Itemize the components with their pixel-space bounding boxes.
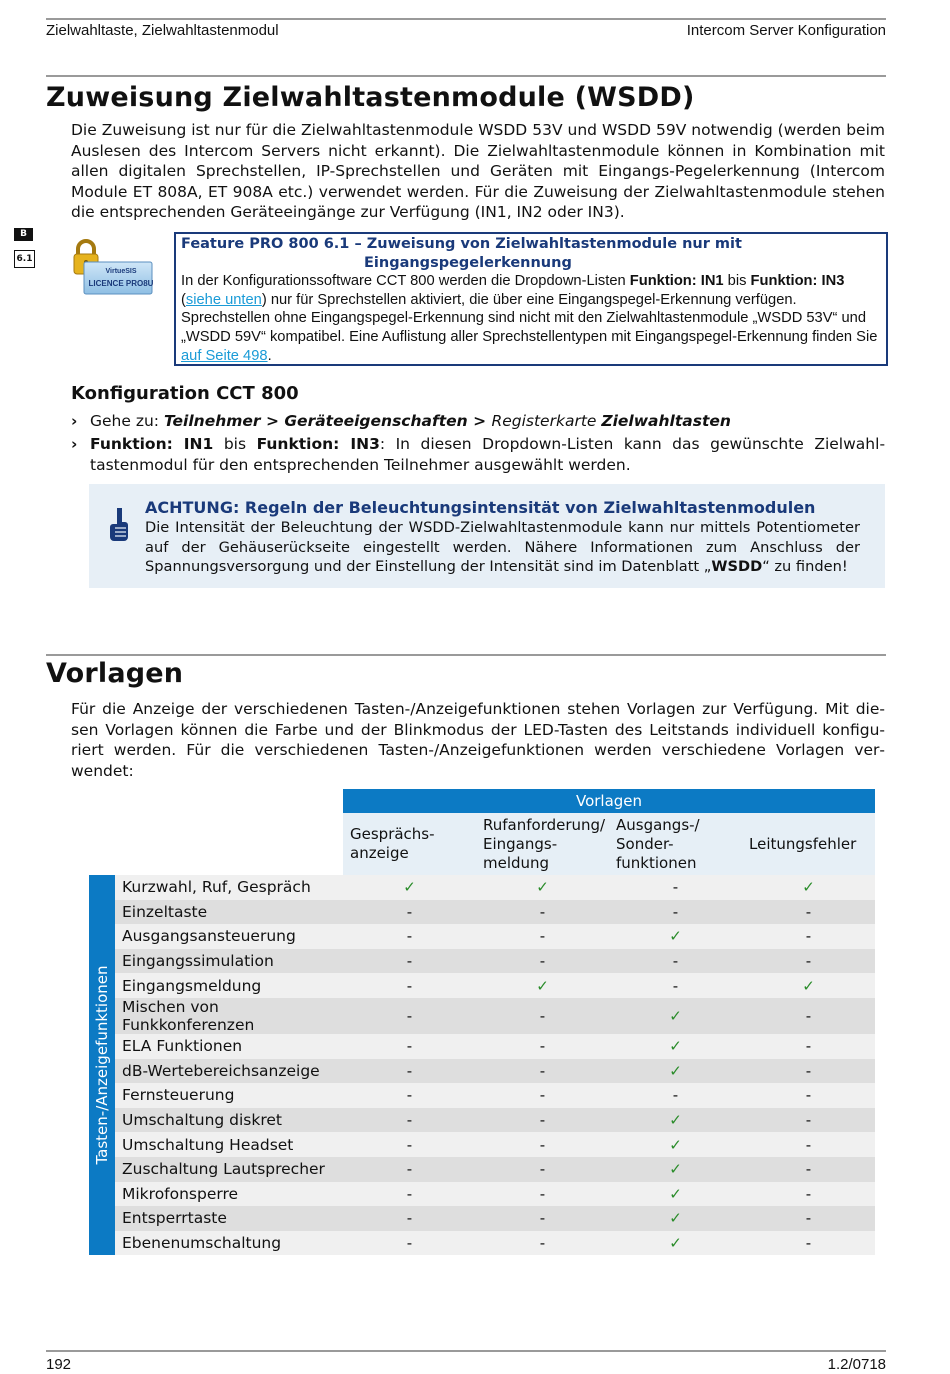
section-title-wsdd: Zuweisung Zielwahltastenmodule (WSDD): [46, 82, 695, 113]
checkmark-icon: ✓: [403, 878, 416, 897]
cell-check: [609, 1132, 742, 1157]
column-header-line: meldung: [483, 853, 550, 872]
checkmark-icon: ✓: [669, 1184, 682, 1203]
dash-mark: -: [672, 902, 679, 921]
checkmark-icon: ✓: [669, 1037, 682, 1056]
document-version: 1.2/0718: [827, 1356, 886, 1373]
attention-text: “ zu finden!: [762, 558, 848, 575]
feature-bold-in1: Funktion: IN1: [629, 273, 724, 289]
row-label: Mischen von Funkkonferenzen: [115, 998, 343, 1034]
header-top-rule: [46, 18, 886, 20]
dash-mark: -: [539, 927, 546, 946]
checkmark-icon: ✓: [669, 927, 682, 946]
dash-mark: -: [406, 1061, 413, 1080]
checkmark-icon: ✓: [669, 1135, 682, 1154]
column-header-line: Eingangs-: [483, 834, 558, 853]
cell-dash: [742, 900, 875, 925]
attention-text: Die Intensität der Beleuchtung der WSDD-Zielwahltastenmodule kann nur mittels Potentiometer auf der Gehäuserückseite eingestellt werden. Nähere Informationen zum Anschluss der Spannungsversorgung und der Einstellung der Intensität sind im Datenblatt „: [145, 519, 860, 575]
dash-mark: -: [805, 1160, 812, 1179]
config-bullet-dropdowns: [71, 434, 885, 476]
cell-check: [609, 1034, 742, 1059]
dash-mark: -: [406, 1209, 413, 1228]
row-label: Umschaltung diskret: [115, 1108, 343, 1133]
cell-check: [609, 1059, 742, 1084]
column-header-line: anzeige: [350, 844, 409, 862]
dash-mark: -: [805, 1234, 812, 1253]
cell-dash: [742, 1132, 875, 1157]
bullet-arrow-icon: ›: [71, 435, 78, 453]
dash-mark: -: [805, 927, 812, 946]
table-row: [89, 900, 875, 925]
dash-mark: -: [672, 952, 679, 971]
bullet-arrow-icon: ›: [71, 412, 78, 430]
cell-dash: [476, 924, 609, 949]
padlock-license-icon: [72, 238, 154, 296]
cell-dash: [343, 1231, 476, 1256]
dash-mark: -: [406, 927, 413, 946]
column-header-line: funktionen: [616, 853, 697, 872]
feature-title-line1: Feature PRO 800 6.1 – Zuweisung von Zielwahltastenmodule nur mit: [181, 236, 742, 252]
cell-dash: [343, 973, 476, 998]
cell-dash: [476, 900, 609, 925]
cell-dash: [476, 1108, 609, 1133]
feature-text: bis: [723, 273, 751, 289]
dash-mark: -: [539, 1160, 546, 1179]
column-header-line: Sonder-: [616, 834, 674, 853]
cell-dash: [742, 1108, 875, 1133]
dash-mark: -: [406, 1086, 413, 1105]
attention-body: [145, 518, 860, 577]
row-label: Ebenenumschaltung: [115, 1231, 343, 1256]
dash-mark: -: [539, 1086, 546, 1105]
cell-check: [609, 1157, 742, 1182]
cell-check: [343, 875, 476, 900]
bullet-bold-in1: Funktion: IN1: [90, 435, 214, 453]
config-subtitle: Konfiguration CCT 800: [71, 383, 299, 404]
feature-info-box: [174, 232, 888, 366]
row-label: Eingangssimulation: [115, 949, 343, 974]
feature-body: [181, 272, 881, 366]
row-label: Zuschaltung Lautsprecher: [115, 1157, 343, 1182]
feature-text: ) nur für Sprechstellen aktiviert, die über eine Eingangspegel-Erkennung verfügen. Sprechstellen ohne Eingangspegel-Erkennung sind nicht mit den Zielwahltastenmodule „WSDD 53V“ und „WSDD 59V“ kompatibel. Eine Auflistung aller Sprechstellentypen mit Eingangspegel-Erkennung finden Sie: [181, 291, 878, 346]
cell-dash: [343, 924, 476, 949]
cell-dash: [343, 949, 476, 974]
cell-dash: [742, 1034, 875, 1059]
config-bullet-goto: [71, 411, 885, 432]
dash-mark: -: [406, 1006, 413, 1025]
dash-mark: -: [539, 902, 546, 921]
section-tag: 6.1: [14, 250, 35, 268]
table-corner: [89, 789, 343, 813]
cell-dash: [476, 1132, 609, 1157]
cell-dash: [343, 1157, 476, 1182]
cell-check: [609, 998, 742, 1034]
dash-mark: -: [805, 1135, 812, 1154]
table-row: [89, 1231, 875, 1256]
checkmark-icon: ✓: [802, 878, 815, 897]
table-row: [89, 1157, 875, 1182]
table-row: [89, 924, 875, 949]
dash-mark: -: [539, 1037, 546, 1056]
checkmark-icon: ✓: [802, 976, 815, 995]
section-title-vorlagen: Vorlagen: [46, 658, 184, 689]
attention-title: ACHTUNG: Regeln der Beleuchtungsintensität von Zielwahltastenmodulen: [145, 498, 816, 517]
cell-dash: [343, 1083, 476, 1108]
cell-check: [476, 875, 609, 900]
dash-mark: -: [805, 1037, 812, 1056]
cell-dash: [742, 1083, 875, 1108]
cell-dash: [742, 1206, 875, 1231]
cell-dash: [343, 1034, 476, 1059]
cell-check: [476, 973, 609, 998]
cell-dash: [343, 1206, 476, 1231]
dash-mark: -: [539, 952, 546, 971]
dash-mark: -: [539, 1111, 546, 1130]
dash-mark: -: [406, 1135, 413, 1154]
svg-text:LICENCE PRO8U: LICENCE PRO8U: [88, 279, 154, 288]
dash-mark: -: [406, 952, 413, 971]
dash-mark: -: [539, 1184, 546, 1203]
dash-mark: -: [406, 1111, 413, 1130]
attention-note-box: [89, 484, 885, 588]
dash-mark: -: [406, 902, 413, 921]
column-header-3: [742, 813, 875, 875]
column-header-0: [343, 813, 476, 875]
table-row: [89, 875, 875, 900]
column-header-line: Rufanforderung/: [483, 815, 606, 834]
dash-mark: -: [406, 1160, 413, 1179]
footer-rule: [46, 1350, 886, 1352]
table-row: [89, 998, 875, 1034]
cell-dash: [343, 1108, 476, 1133]
pointing-hand-icon: [107, 506, 135, 542]
checkmark-icon: ✓: [669, 1006, 682, 1025]
dash-mark: -: [672, 1086, 679, 1105]
table-row: [89, 1206, 875, 1231]
row-label: Eingangsmeldung: [115, 973, 343, 998]
dash-mark: -: [539, 1061, 546, 1080]
table-row: [89, 1083, 875, 1108]
cell-check: [742, 973, 875, 998]
bullet-bold-in3: Funktion: IN3: [256, 435, 380, 453]
cell-dash: [742, 1157, 875, 1182]
cell-check: [609, 1182, 742, 1207]
cell-dash: [742, 1231, 875, 1256]
dash-mark: -: [539, 1006, 546, 1025]
feature-text: (: [181, 291, 186, 308]
cell-check: [609, 1108, 742, 1133]
row-label: dB-Wertebereichsanzeige: [115, 1059, 343, 1084]
column-header-line: Ausgangs-/: [616, 815, 700, 834]
chapter-tag: B: [14, 228, 33, 241]
vorlagen-table: [89, 789, 875, 1255]
row-label: Mikrofonsperre: [115, 1182, 343, 1207]
checkmark-icon: ✓: [536, 976, 549, 995]
cell-dash: [343, 998, 476, 1034]
intro-paragraph-vorlagen: Für die Anzeige der verschiedenen Tasten-/Anzeigefunktionen stehen Vorlagen zur Verfügung. Mit diesen Vorlagen können die Farbe und der Blinkmodus der LED-Tasten des Leitstands individuell konfiguriert werden. Für die verschiedenen Tasten-/Anzeigefunktionen werden verschiedene Vorlagen verwendet:: [71, 700, 885, 780]
cell-dash: [343, 1132, 476, 1157]
bullet-text: bis: [213, 435, 257, 453]
bullet-text: : In diesen Dropdown-Listen kann das gewünschte Zielwahltastenmodul für den entsprechenden Teilnehmer ausgewählt werden.: [90, 435, 886, 474]
cell-dash: [609, 973, 742, 998]
dash-mark: -: [539, 1209, 546, 1228]
cell-dash: [476, 998, 609, 1034]
dash-mark: -: [805, 1209, 812, 1228]
cell-dash: [476, 1034, 609, 1059]
dash-mark: -: [805, 1006, 812, 1025]
bullet-path-bold: Teilnehmer > Geräteeigenschaften >: [163, 412, 492, 430]
cell-dash: [476, 949, 609, 974]
dash-mark: -: [406, 1184, 413, 1203]
row-label: ELA Funktionen: [115, 1034, 343, 1059]
cell-dash: [742, 998, 875, 1034]
page-number: 192: [46, 1356, 72, 1373]
row-label: Fernsteuerung: [115, 1083, 343, 1108]
row-label: Entsperrtaste: [115, 1206, 343, 1231]
dash-mark: -: [672, 976, 679, 995]
intro-paragraph-wsdd: Die Zuweisung ist nur für die Zielwahltastenmodule WSDD 53V und WSDD 59V notwendig (werden beim Auslesen des Intercom Servers nicht erkannt). Die Zielwahltastenmodule können in Kombination mit allen digitalen Sprechstellen, IP-Sprechstellen und Geräten mit Eingangs-Pegelerkennung (Intercom Module ET 808A, ET 908A etc.) verwendet werden. Für die Zuweisung der Zielwahltastenmodule stehen die entsprechenden Geräteeingänge zur Verfügung (IN1, IN2 oder IN3).: [71, 121, 885, 222]
table-corner: [89, 813, 343, 875]
column-header-line: Gesprächs-: [350, 825, 435, 843]
table-row: [89, 1132, 875, 1157]
cell-dash: [476, 1231, 609, 1256]
cell-dash: [343, 900, 476, 925]
feature-text: In der Konfigurationssoftware CCT 800 werden die Dropdown-Listen: [181, 273, 630, 289]
header-bottom-rule: [46, 75, 886, 77]
cell-dash: [343, 1059, 476, 1084]
vorlagen-column-headers: [89, 813, 875, 875]
dash-mark: -: [406, 1037, 413, 1056]
dash-mark: -: [672, 878, 679, 897]
checkmark-icon: ✓: [669, 1061, 682, 1080]
cell-dash: [609, 1083, 742, 1108]
checkmark-icon: ✓: [669, 1234, 682, 1253]
table-row: [89, 973, 875, 998]
cell-dash: [742, 1059, 875, 1084]
dash-mark: -: [539, 1135, 546, 1154]
cell-dash: [742, 949, 875, 974]
row-label: Ausgangsansteuerung: [115, 924, 343, 949]
link-auf-seite-498[interactable]: auf Seite 498: [181, 347, 268, 364]
checkmark-icon: ✓: [536, 878, 549, 897]
dash-mark: -: [805, 1184, 812, 1203]
dash-mark: -: [805, 1111, 812, 1130]
header-document-title: Intercom Server Konfiguration: [686, 22, 886, 39]
table-row: [89, 1034, 875, 1059]
svg-text:VirtueSIS: VirtueSIS: [105, 268, 137, 275]
cell-dash: [476, 1083, 609, 1108]
row-label: Umschaltung Headset: [115, 1132, 343, 1157]
checkmark-icon: ✓: [669, 1160, 682, 1179]
table-row: [89, 1108, 875, 1133]
checkmark-icon: ✓: [669, 1209, 682, 1228]
bullet-tab-bold: Zielwahltasten: [601, 412, 731, 430]
cell-dash: [476, 1059, 609, 1084]
column-header-line: Leitungsfehler: [749, 834, 857, 853]
header-chapter-title: Zielwahltaste, Zielwahltastenmodul: [46, 22, 279, 39]
row-label: Kurzwahl, Ruf, Gespräch: [115, 875, 343, 900]
cell-dash: [609, 900, 742, 925]
dash-mark: -: [805, 1061, 812, 1080]
dash-mark: -: [406, 976, 413, 995]
vorlagen-group-header: Vorlagen: [343, 789, 875, 813]
bullet-text: Gehe zu:: [90, 412, 164, 430]
cell-check: [609, 1231, 742, 1256]
section-divider: [46, 654, 886, 656]
attention-bold-wsdd: WSDD: [711, 558, 763, 575]
feature-bold-in3: Funktion: IN3: [750, 273, 845, 289]
cell-dash: [476, 1206, 609, 1231]
table-row: [89, 949, 875, 974]
row-group-label: Tasten-/Anzeigefunktionen: [93, 965, 111, 1165]
column-header-1: [476, 813, 609, 875]
cell-dash: [742, 1182, 875, 1207]
feature-text: .: [267, 347, 272, 364]
cell-check: [609, 924, 742, 949]
row-group-label-cell: [89, 875, 115, 1255]
table-row: [89, 1182, 875, 1207]
row-label: Einzeltaste: [115, 900, 343, 925]
link-siehe-unten[interactable]: siehe unten: [185, 291, 262, 308]
checkmark-icon: ✓: [669, 1111, 682, 1130]
dash-mark: -: [805, 902, 812, 921]
feature-title-line2: Eingangspegelerkennung: [364, 254, 572, 271]
cell-dash: [476, 1157, 609, 1182]
column-header-2: [609, 813, 742, 875]
dash-mark: -: [805, 1086, 812, 1105]
cell-check: [742, 875, 875, 900]
cell-dash: [609, 949, 742, 974]
bullet-path-italic: Registerkarte: [491, 412, 602, 430]
cell-dash: [609, 875, 742, 900]
cell-check: [609, 1206, 742, 1231]
cell-dash: [742, 924, 875, 949]
dash-mark: -: [539, 1234, 546, 1253]
cell-dash: [343, 1182, 476, 1207]
dash-mark: -: [406, 1234, 413, 1253]
dash-mark: -: [805, 952, 812, 971]
table-row: [89, 1059, 875, 1084]
cell-dash: [476, 1182, 609, 1207]
